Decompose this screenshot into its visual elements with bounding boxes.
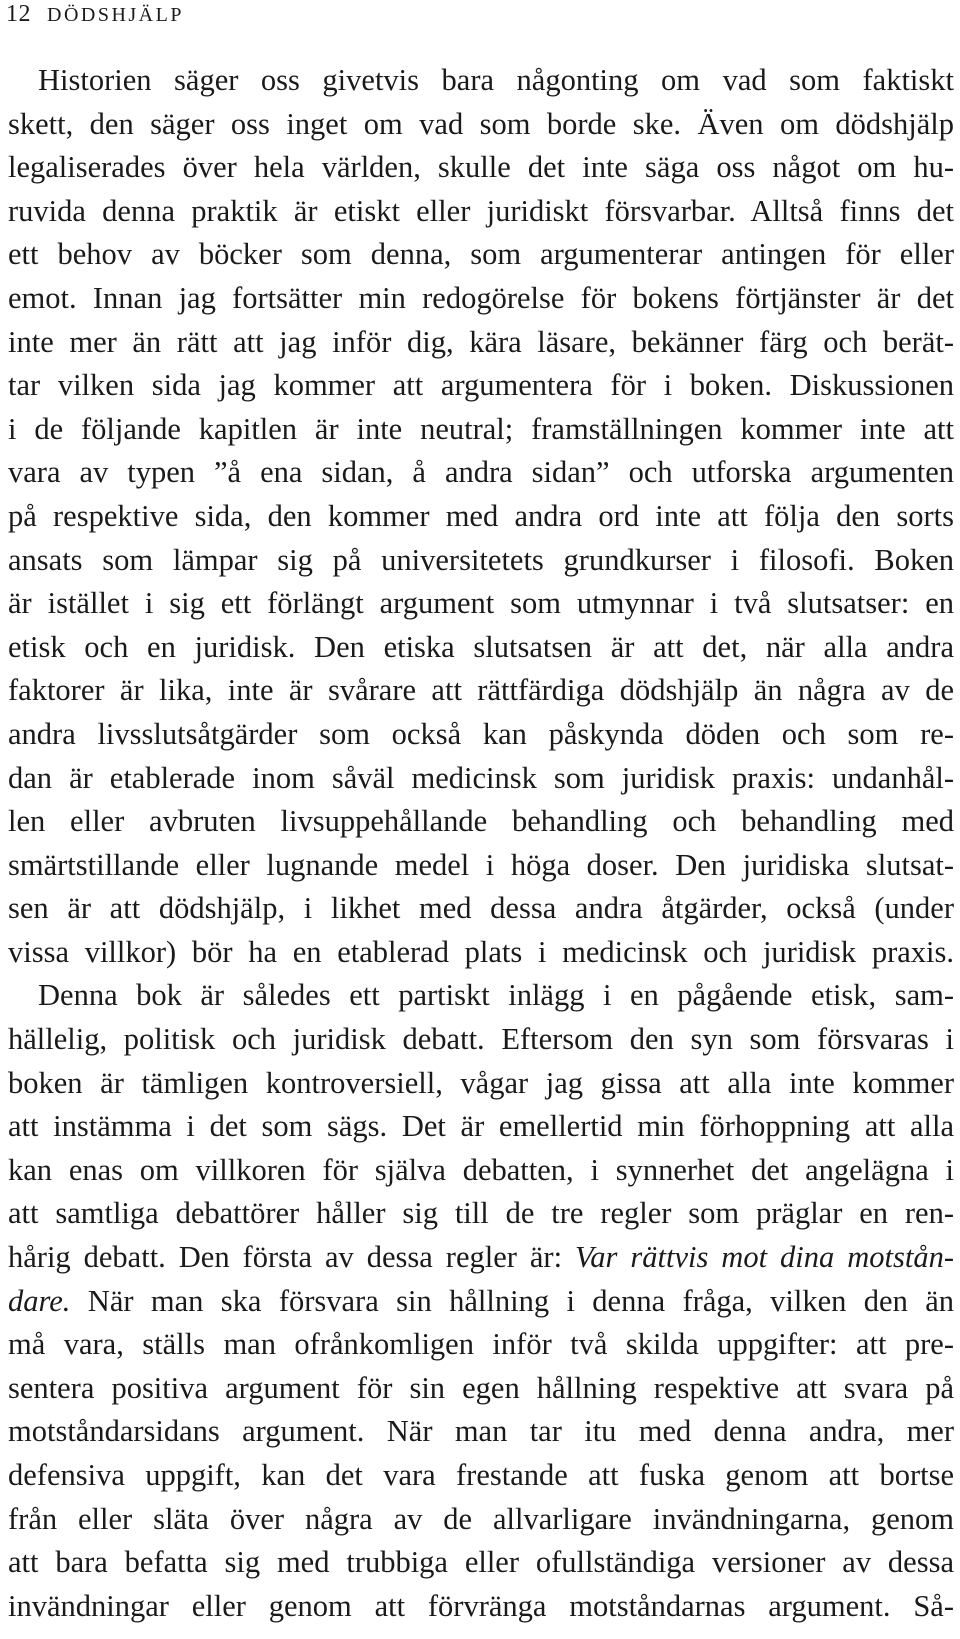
first-rule-emphasis: Var rättvis mot dina motstån- [575,1240,954,1275]
text-line: är istället i sig ett förlängt argument som utmynnar i två slutsatser: en [8,586,954,621]
text-line: boken är tämligen kontroversiell, vågar jag gissa att alla inte kommer [8,1065,954,1100]
page-number: 12 [6,1,31,27]
text-line: inte mer än rätt att jag inför dig, kära läsare, bekänner färg och berät- [8,324,954,359]
rule-after-text: När man ska försvara sin hållning i denna fråga, vilken den än [70,1283,954,1318]
text-line: skett, den säger oss inget om vad som borde ske. Även om dödshjälp [8,106,954,141]
text-line: andra livsslutsåtgärder som också kan påskynda döden och som re- [8,716,954,751]
text-line: Historien säger oss givetvis bara någonting om vad som faktiskt [38,63,954,97]
text-line: smärtstillande eller lugnande medel i höga doser. Den juridiska slutsat- [8,847,954,882]
text-line: etisk och en juridisk. Den etiska slutsatsen är att det, när alla andra [8,629,954,664]
body-text [8,59,954,1628]
text-line: att samtliga debattörer håller sig till de tre regler som präglar en ren- [8,1196,954,1231]
text-line: sentera positiva argument för sin egen hållning respektive att svara på [8,1370,954,1405]
text-line: ett behov av böcker som denna, som argumenterar antingen för eller [8,237,954,272]
text-line: i de följande kapitlen är inte neutral; framställningen kommer inte att [8,411,954,446]
text-line: len eller avbruten livsuppehållande behandling och behandling med [8,804,954,839]
text-line: Denna bok är således ett partiskt inlägg i en pågående etisk, sam- [38,978,954,1013]
text-line: hällelig, politisk och juridisk debatt. Eftersom den syn som försvaras i [8,1022,954,1057]
text-line: tar vilken sida jag kommer att argumentera för i boken. Diskussionen [8,368,954,403]
text-line: vara av typen ”å ena sidan, å andra sidan” och utforska argumenten [8,455,954,490]
text-line: dan är etablerade inom såväl medicinsk som juridisk praxis: undanhål- [8,760,954,795]
text-line: invändningar eller genom att förvränga motståndarnas argument. Så- [8,1588,954,1623]
text-line: från eller släta över några av de allvarligare invändningarna, genom [8,1501,954,1536]
text-line-rule [8,1236,954,1280]
text-line: ansats som lämpar sig på universitetets grundkurser i filosofi. Boken [8,542,954,577]
text-line: faktorer är lika, inte är svårare att rättfärdiga dödshjälp än några av de [8,673,954,708]
text-line: ruvida denna praktik är etiskt eller juridiskt försvarbar. Alltså finns det [8,193,954,228]
text-line: sen är att dödshjälp, i likhet med dessa andra åtgärder, också (under [8,891,954,926]
text-line-rule-cont [8,1280,954,1324]
text-line: motståndarsidans argument. När man tar itu med denna andra, mer [8,1414,954,1449]
text-line: må vara, ställs man ofrånkomligen inför två skilda uppgifter: att pre- [8,1327,954,1362]
text-line: defensiva uppgift, kan det vara frestande att fuska genom att bortse [8,1458,954,1492]
text-line: emot. Innan jag fortsätter min redogörelse för bokens förtjänster är det [8,280,954,315]
text-line: att instämma i det som sägs. Det är emellertid min förhoppning att alla [8,1109,954,1144]
rule-intro-text: hårig debatt. Den första av dessa regler är: [8,1240,576,1275]
first-rule-emphasis-cont: dare. [8,1283,71,1318]
running-head [6,0,184,29]
text-line: legaliserades över hela världen, skulle det inte säga oss något om hu- [8,150,954,185]
book-title: DÖDSHJÄLP [47,4,184,26]
text-line: att bara befatta sig med trubbiga eller ofullständiga versioner av dessa [8,1545,954,1580]
text-line: vissa villkor) bör ha en etablerad plats i medicinsk och juridisk praxis. [8,934,954,969]
text-line: kan enas om villkoren för själva debatten, i synnerhet det angelägna i [8,1152,954,1187]
text-line: på respektive sida, den kommer med andra ord inte att följa den sorts [8,498,954,533]
